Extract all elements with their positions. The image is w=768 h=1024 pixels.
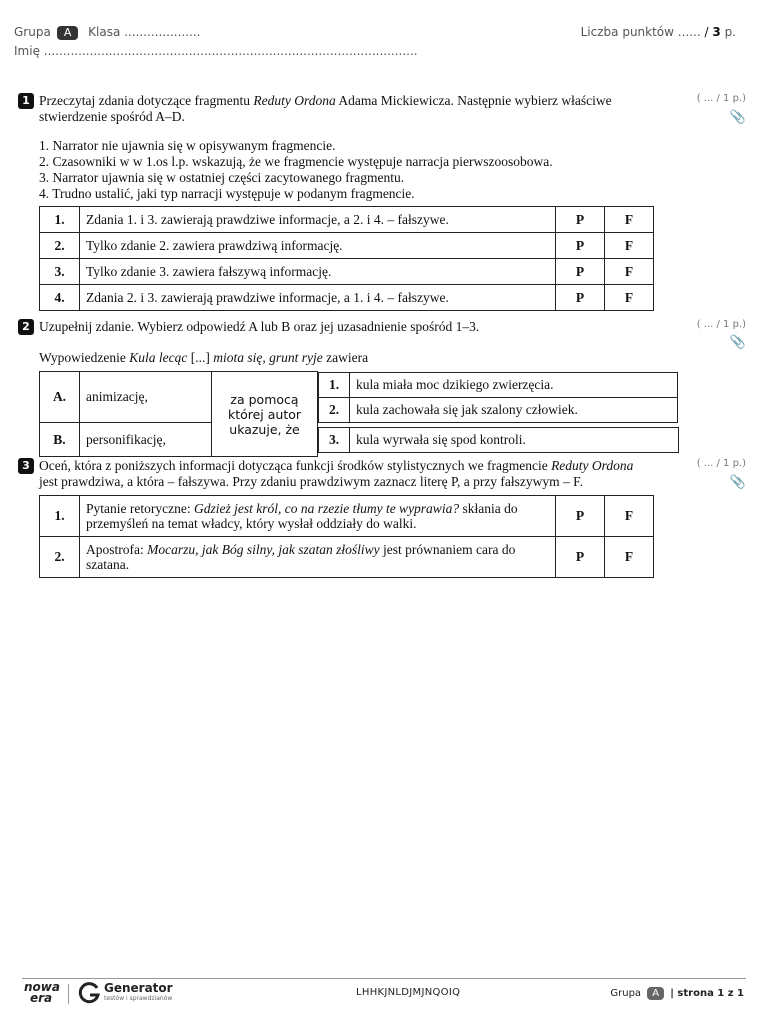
class-field: ....................: [124, 25, 201, 39]
reason-text: kula miała moc dzikiego zwierzęcia.: [350, 372, 678, 397]
footer-page-number: | strona 1 z 1: [670, 988, 744, 999]
statement-4: 4. Trudno ustalić, jaki typ narracji występuje w podanym fragmencie.: [39, 186, 415, 201]
row-text: Zdania 2. i 3. zawierają prawdziwe informacje, a 1. i 4. – fałszywe.: [80, 285, 556, 311]
table-row: [40, 496, 654, 537]
row-text: [80, 537, 556, 578]
row-quote: Mocarzu, jak Bóg silny, jak szatan złośliwy: [147, 542, 380, 557]
question-2-number: 2: [18, 319, 34, 335]
table-row: [319, 427, 679, 452]
question-2-sentence: [39, 350, 689, 366]
question-3-number: 3: [18, 458, 34, 474]
row-text: Tylko zdanie 3. zawiera fałszywą informację.: [80, 259, 556, 285]
row-number: 1.: [40, 496, 80, 537]
false-option[interactable]: F: [605, 233, 654, 259]
sentence-ellipsis: [...]: [187, 350, 214, 365]
reasons-table: [318, 372, 678, 423]
class-label: Klasa: [88, 25, 121, 39]
sentence-end: zawiera: [322, 350, 369, 365]
paperclip-icon[interactable]: 📎: [729, 109, 746, 124]
statement-3: 3. Narrator ujawnia się w ostatniej części zacytowanego fragmentu.: [39, 170, 405, 185]
true-option[interactable]: P: [556, 233, 605, 259]
question-2-prompt: Uzupełnij zdanie. Wybierz odpowiedź A lub B oraz jej uzasadnienie spośród 1–3.: [39, 319, 480, 334]
row-rest: skłania do przemyśleń na temat władcy, który wysłał oddziały do walki.: [86, 501, 518, 531]
generator-title: Generator: [104, 981, 173, 995]
footer-page-info: [610, 987, 744, 1000]
logo-divider: [68, 984, 69, 1004]
question-1-prompt: [39, 93, 689, 125]
row-lead: Pytanie retoryczne:: [86, 501, 194, 516]
question-3-table: [39, 495, 654, 578]
true-option[interactable]: P: [556, 285, 605, 311]
q1-title: Reduty Ordona: [253, 93, 336, 108]
footer-group-badge: A: [647, 987, 664, 1000]
table-row: [319, 372, 678, 397]
row-number: 2.: [40, 537, 80, 578]
sentence-quote-1: Kula lecąc: [129, 350, 188, 365]
reason-text: kula zachowała się jak szalony człowiek.: [350, 397, 678, 422]
q1-text: Przeczytaj zdania dotyczące fragmentu: [39, 93, 254, 108]
reasons-cell: [318, 423, 679, 457]
group-badge: A: [57, 26, 79, 40]
true-option[interactable]: P: [556, 259, 605, 285]
statement-1: 1. Narrator nie ujawnia się w opisywanym fragmencie.: [39, 138, 336, 153]
q3-text: Oceń, która z poniższych informacji dotycząca funkcji środków stylistycznych we fragmencie: [39, 458, 552, 473]
table-row: [40, 423, 679, 457]
logo-era: era: [30, 991, 53, 1005]
reason-number[interactable]: 2.: [319, 397, 350, 422]
generator-g-icon: [77, 981, 101, 1005]
true-option[interactable]: P: [556, 537, 605, 578]
table-row: [40, 233, 654, 259]
q1-text-line2: stwierdzenie spośród A–D.: [39, 109, 185, 124]
document-code: LHHKJNLDJMJNQOIQ: [356, 987, 461, 998]
question-1-statements: [39, 138, 689, 202]
logo-nowa: nowa: [24, 980, 60, 994]
q1-text-cont: Adama Mickiewicza. Następnie wybierz właściwe: [335, 93, 612, 108]
statement-2: 2. Czasowniki w w 1.os l.p. wskazują, że we fragmencie występuje narracja pierwszoosobowa.: [39, 154, 553, 169]
table-row: [319, 397, 678, 422]
option-b-text: personifikację,: [80, 423, 212, 457]
points-unit: p.: [724, 25, 736, 39]
reason-text: kula wyrwała się spod kontroli.: [350, 427, 679, 452]
paperclip-icon[interactable]: 📎: [729, 474, 746, 489]
table-row: [40, 537, 654, 578]
sentence-quote-2: miota się, grunt ryje: [213, 350, 323, 365]
row-number: 1.: [40, 207, 80, 233]
false-option[interactable]: F: [605, 537, 654, 578]
option-a-text: animizację,: [80, 372, 212, 423]
generator-subtitle: testów i sprawdzianów: [104, 995, 173, 1002]
footer-divider: [22, 978, 746, 979]
paperclip-icon[interactable]: 📎: [729, 334, 746, 349]
table-row: [40, 259, 654, 285]
option-b-letter[interactable]: B.: [40, 423, 80, 457]
q3-text-line2: jest prawdziwa, a która – fałszywa. Przy zdaniu prawdziwym zaznacz literę P, a przy fałszywym – F.: [39, 474, 583, 489]
table-row: [40, 207, 654, 233]
row-text: [80, 496, 556, 537]
group-label: Grupa: [14, 25, 51, 39]
true-option[interactable]: P: [556, 207, 605, 233]
connector-text: za pomocą której autor ukazuje, że: [212, 372, 318, 457]
question-1-points: ( ... / 1 p.): [696, 93, 746, 104]
header-group: [14, 25, 200, 40]
question-1-number: 1: [18, 93, 34, 109]
points-total: 3: [712, 25, 721, 39]
footer-group-label: Grupa: [610, 988, 642, 999]
row-quote: Gdzież jest król, co na rzezie tłumy te wyprawia?: [193, 501, 460, 516]
q3-title: Reduty Ordona: [551, 458, 634, 473]
points-separator: /: [704, 25, 709, 39]
row-text: Tylko zdanie 2. zawiera prawdziwą informację.: [80, 233, 556, 259]
option-a-letter[interactable]: A.: [40, 372, 80, 423]
row-number: 3.: [40, 259, 80, 285]
false-option[interactable]: F: [605, 285, 654, 311]
row-text: Zdania 1. i 3. zawierają prawdziwe informacje, a 2. i 4. – fałszywe.: [80, 207, 556, 233]
sentence-start: Wypowiedzenie: [39, 350, 130, 365]
table-row: [40, 285, 654, 311]
header-points: [581, 25, 736, 39]
table-row: [40, 372, 679, 423]
question-3-points: ( ... / 1 p.): [696, 458, 746, 469]
name-label: Imię: [14, 44, 40, 58]
reason-number[interactable]: 3.: [319, 427, 350, 452]
question-3-prompt: [39, 458, 689, 490]
question-1-table: [39, 206, 654, 311]
row-lead: Apostrofa:: [86, 542, 148, 557]
reasons-table: [318, 427, 679, 453]
row-number: 2.: [40, 233, 80, 259]
question-2-table: [39, 371, 679, 457]
row-rest: jest prównaniem cara do szatana.: [86, 542, 516, 572]
reason-number[interactable]: 1.: [319, 372, 350, 397]
header-name: [14, 44, 418, 58]
question-2-points: ( ... / 1 p.): [696, 319, 746, 330]
reasons-cell: [318, 372, 679, 423]
false-option[interactable]: F: [605, 207, 654, 233]
nowa-era-logo: [24, 982, 62, 1004]
false-option[interactable]: F: [605, 496, 654, 537]
row-number: 4.: [40, 285, 80, 311]
true-option[interactable]: P: [556, 496, 605, 537]
name-field: ..................................................................................................: [43, 44, 418, 58]
false-option[interactable]: F: [605, 259, 654, 285]
points-label: Liczba punktów ......: [580, 25, 701, 39]
